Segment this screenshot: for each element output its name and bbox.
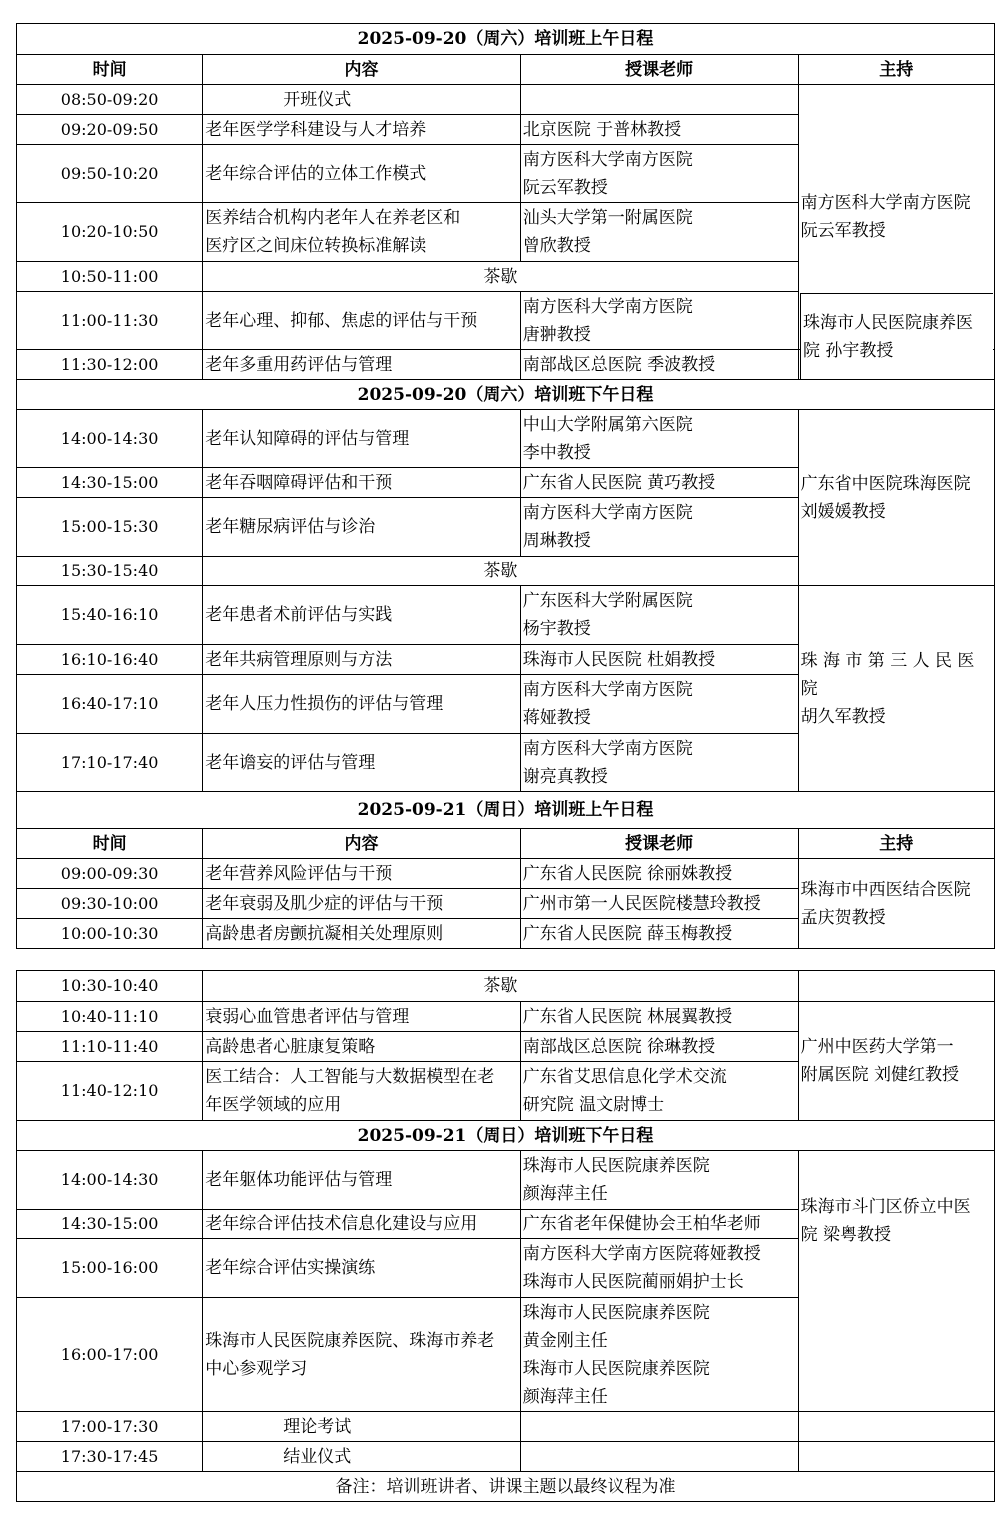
content-cell: 老年医学学科建设与人才培养 (203, 115, 521, 145)
time-cell: 11:10-11:40 (17, 1032, 203, 1062)
content-cell: 老年谵妄的评估与管理 (203, 734, 521, 792)
host-cell: 珠海市斗门区侨立中医 院 梁粤教授 (798, 1151, 994, 1412)
header-lecturer: 授课老师 (520, 829, 798, 859)
time-cell: 17:10-17:40 (17, 734, 203, 792)
content-cell: 老年患者术前评估与实践 (203, 586, 521, 645)
lecturer-cell: 中山大学附属第六医院 李中教授 (520, 410, 798, 468)
lecturer-cell: 北京医院 于普林教授 (520, 115, 798, 145)
lecturer-cell: 南方医科大学南方医院蒋娅教授 珠海市人民医院蔺丽娟护士长 (520, 1239, 798, 1298)
footnote: 备注：培训班讲者、讲课主题以最终议程为准 (17, 1472, 995, 1502)
schedule-table-part-2 (16, 970, 995, 1502)
host-line: 院 孙宇教授 (803, 340, 894, 361)
time-cell: 14:00-14:30 (17, 1151, 203, 1210)
lecturer-cell: 广东省老年保健协会王柏华老师 (520, 1210, 798, 1239)
host-cell (798, 1442, 994, 1472)
time-cell: 16:10-16:40 (17, 645, 203, 675)
content-cell: 结业仪式 (203, 1442, 521, 1472)
content-cell: 老年综合评估实操演练 (203, 1239, 521, 1298)
time-cell: 16:40-17:10 (17, 675, 203, 734)
section-title: 2025-09-21（周日）培训班上午日程 (17, 792, 995, 829)
time-cell: 15:40-16:10 (17, 586, 203, 645)
content-cell: 高龄患者心脏康复策略 (203, 1032, 521, 1062)
content-cell: 开班仪式 (203, 85, 521, 115)
header-content: 内容 (203, 829, 521, 859)
lecturer-cell: 汕头大学第一附属医院 曾欣教授 (520, 203, 798, 262)
time-cell: 10:50-11:00 (17, 262, 203, 292)
time-cell: 15:00-15:30 (17, 498, 203, 557)
tea-break: 茶歇 (203, 557, 798, 586)
lecturer-cell: 珠海市人民医院康养医院 颜海萍主任 (520, 1151, 798, 1210)
section-title: 2025-09-20（周六）培训班下午日程 (17, 380, 995, 410)
lecturer-cell: 珠海市人民医院康养医院 黄金刚主任 珠海市人民医院康养医院 颜海萍主任 (520, 1298, 798, 1412)
content-cell: 老年营养风险评估与干预 (203, 859, 521, 889)
lecturer-cell: 南方医科大学南方医院 蒋娅教授 (520, 675, 798, 734)
time-cell: 17:30-17:45 (17, 1442, 203, 1472)
host-cell: 珠 海 市 第 三 人 民 医 院 胡久军教授 (798, 586, 994, 792)
time-cell: 10:40-11:10 (17, 1002, 203, 1032)
content-cell: 老年共病管理原则与方法 (203, 645, 521, 675)
lecturer-cell: 南部战区总医院 季波教授 (520, 350, 798, 380)
host-cell: 广东省中医院珠海医院 刘媛媛教授 (798, 410, 994, 586)
time-cell: 15:00-16:00 (17, 1239, 203, 1298)
host-cell-overlay (800, 293, 993, 379)
time-cell: 14:30-15:00 (17, 1210, 203, 1239)
content-cell: 老年综合评估的立体工作模式 (203, 145, 521, 203)
time-cell: 17:00-17:30 (17, 1412, 203, 1442)
time-cell: 09:50-10:20 (17, 145, 203, 203)
lecturer-cell: 广州市第一人民医院楼慧玲教授 (520, 889, 798, 919)
header-host: 主持 (798, 829, 994, 859)
content-cell: 老年认知障碍的评估与管理 (203, 410, 521, 468)
time-cell: 09:20-09:50 (17, 115, 203, 145)
host-cell (798, 1412, 994, 1442)
content-cell: 老年躯体功能评估与管理 (203, 1151, 521, 1210)
content-cell: 老年吞咽障碍评估和干预 (203, 468, 521, 498)
lecturer-cell: 广东省人民医院 薛玉梅教授 (520, 919, 798, 949)
time-cell: 11:30-12:00 (17, 350, 203, 380)
lecturer-cell (520, 1412, 798, 1442)
time-cell: 11:40-12:10 (17, 1062, 203, 1121)
host-cell: 珠海市中西医结合医院 孟庆贺教授 (798, 859, 994, 949)
lecturer-cell: 珠海市人民医院 杜娟教授 (520, 645, 798, 675)
time-cell: 10:20-10:50 (17, 203, 203, 262)
content-cell: 老年糖尿病评估与诊治 (203, 498, 521, 557)
host-cell: 南方医科大学南方医院 阮云军教授 (798, 85, 994, 350)
lecturer-cell: 南方医科大学南方医院 唐翀教授 (520, 292, 798, 350)
lecturer-cell (520, 85, 798, 115)
time-cell: 09:30-10:00 (17, 889, 203, 919)
header-host: 主持 (798, 55, 994, 85)
content-cell: 衰弱心血管患者评估与管理 (203, 1002, 521, 1032)
time-cell: 11:00-11:30 (17, 292, 203, 350)
content-cell: 高龄患者房颤抗凝相关处理原则 (203, 919, 521, 949)
tea-break: 茶歇 (203, 262, 798, 292)
section-title: 2025-09-20（周六）培训班上午日程 (17, 24, 995, 55)
time-cell: 08:50-09:20 (17, 85, 203, 115)
header-time: 时间 (17, 829, 203, 859)
lecturer-cell: 广东医科大学附属医院 杨宇教授 (520, 586, 798, 645)
time-cell: 10:00-10:30 (17, 919, 203, 949)
header-lecturer: 授课老师 (520, 55, 798, 85)
time-cell: 16:00-17:00 (17, 1298, 203, 1412)
content-cell: 老年心理、抑郁、焦虑的评估与干预 (203, 292, 521, 350)
content-cell: 老年衰弱及肌少症的评估与干预 (203, 889, 521, 919)
lecturer-cell: 广东省艾思信息化学术交流 研究院 温文尉博士 (520, 1062, 798, 1121)
schedule-table-part-1 (16, 23, 995, 949)
host-cell: 广州中医药大学第一 附属医院 刘健红教授 (798, 1002, 994, 1121)
lecturer-cell: 南部战区总医院 徐琳教授 (520, 1032, 798, 1062)
content-cell: 老年综合评估技术信息化建设与应用 (203, 1210, 521, 1239)
content-cell: 医工结合：人工智能与大数据模型在老 年医学领域的应用 (203, 1062, 521, 1121)
lecturer-cell: 南方医科大学南方医院 阮云军教授 (520, 145, 798, 203)
host-cell (798, 971, 994, 1002)
content-cell: 老年人压力性损伤的评估与管理 (203, 675, 521, 734)
content-cell: 理论考试 (203, 1412, 521, 1442)
lecturer-cell: 南方医科大学南方医院 周琳教授 (520, 498, 798, 557)
lecturer-cell: 广东省人民医院 黄巧教授 (520, 468, 798, 498)
content-cell: 医养结合机构内老年人在养老区和 医疗区之间床位转换标准解读 (203, 203, 521, 262)
time-cell: 10:30-10:40 (17, 971, 203, 1002)
section-title: 2025-09-21（周日）培训班下午日程 (17, 1121, 995, 1151)
time-cell: 15:30-15:40 (17, 557, 203, 586)
content-cell: 老年多重用药评估与管理 (203, 350, 521, 380)
lecturer-cell: 广东省人民医院 徐丽姝教授 (520, 859, 798, 889)
time-cell: 14:00-14:30 (17, 410, 203, 468)
lecturer-cell (520, 1442, 798, 1472)
tea-break: 茶歇 (203, 971, 798, 1002)
lecturer-cell: 广东省人民医院 林展翼教授 (520, 1002, 798, 1032)
lecturer-cell: 南方医科大学南方医院 谢亮真教授 (520, 734, 798, 792)
time-cell: 09:00-09:30 (17, 859, 203, 889)
header-time: 时间 (17, 55, 203, 85)
host-line: 珠海市人民医院康养医 (803, 312, 973, 333)
header-content: 内容 (203, 55, 521, 85)
time-cell: 14:30-15:00 (17, 468, 203, 498)
content-cell: 珠海市人民医院康养医院、珠海市养老 中心参观学习 (203, 1298, 521, 1412)
